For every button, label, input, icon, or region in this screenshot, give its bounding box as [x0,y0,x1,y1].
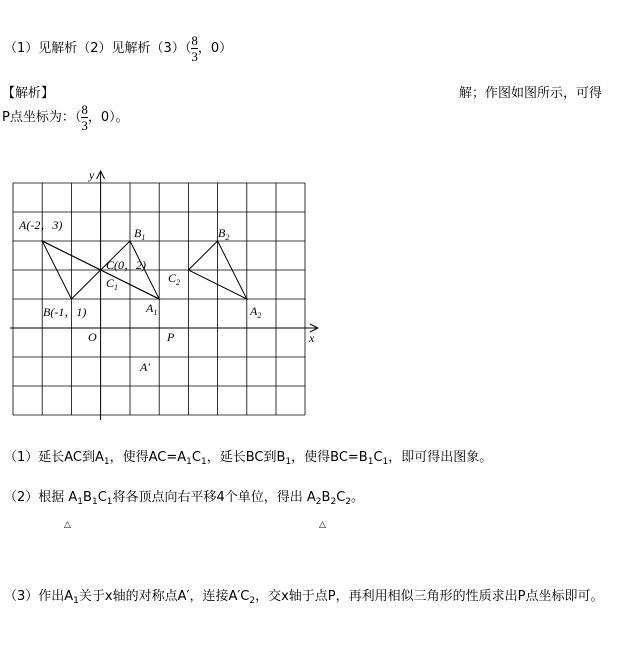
answer-fraction: $\frac{8}{3}$ [191,33,198,64]
axis-y-label: y [89,168,95,182]
answer-tail: ，0） [197,41,233,56]
analysis-right-text: 解；作图如图所示，可得 [459,86,603,101]
triangle-symbol-2: △ [319,520,326,530]
axes [10,171,318,420]
label-A: A(-2，3) [19,218,63,232]
label-C2: $C_2$ [168,271,181,287]
label-C: C(0，2) [106,258,146,272]
p-fraction: $\frac{8}{3}$ [81,102,88,133]
label-C1: $C_1$ [106,276,119,292]
origin-label: O [88,330,97,344]
label-B1: $B_1$ [134,226,146,242]
label-A1: $A_1$ [146,301,158,317]
p-coordinate-line: P点坐标为：（ $\frac{8}{3}$ ，0）。 [2,102,129,133]
step-3-line: （3）作出$A_1$关于x轴的对称点A′，连接$A'C_2$，交x轴于点P，再利用相似三角形的性质求出P点坐标即可。 [4,589,604,606]
label-B: B(-1，1) [43,305,87,319]
axis-x-label: x [309,331,315,345]
answer-text: （1）见解析（2）见解析（3）（ [4,41,192,56]
step-2-line: （2）根据 $A_1B_1C_1$将各顶点向右平移4个单位，得出 $A_2B_2C_2$。 [4,490,365,507]
label-A2: $A_2$ [250,304,262,320]
coordinate-figure [0,165,330,425]
analysis-heading: 【解析】 [2,86,55,101]
label-P: P [167,330,175,344]
answer-line [4,32,232,66]
label-B2: $B_2$ [218,226,230,242]
label-A-prime: A′ [140,360,150,374]
figure-labels [18,168,315,374]
step-1-line: （1）延长AC到$A_1$，使得$AC=A_1C_1$，延长BC到$B_1$，使得$BC=B_1C_1$，即可得出图象。 [4,450,493,467]
triangle-symbol-1: △ [64,520,71,530]
